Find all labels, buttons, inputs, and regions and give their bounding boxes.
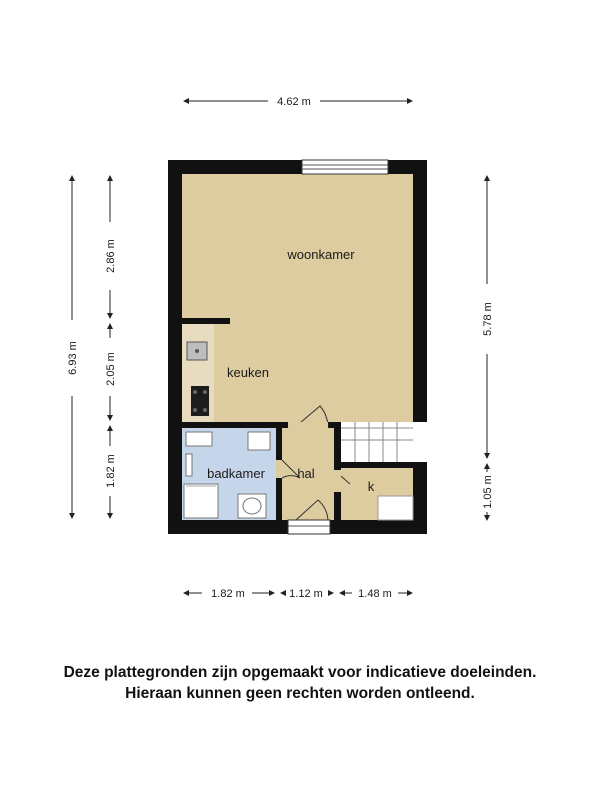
door-hall-opening bbox=[288, 422, 328, 428]
storage-shelf bbox=[378, 496, 413, 520]
door-bath-opening bbox=[276, 460, 282, 478]
dimension-left-lower-label: 1.82 m bbox=[105, 454, 117, 488]
dimension-left-segments bbox=[105, 176, 117, 518]
room-label-badkamer: badkamer bbox=[207, 466, 265, 481]
dimension-bottom-right-label: 1.48 m bbox=[358, 588, 392, 600]
wall-living-south bbox=[182, 422, 282, 428]
toilet-icon bbox=[248, 432, 270, 450]
dimension-left-total bbox=[67, 176, 79, 518]
window-top bbox=[302, 160, 388, 174]
dimension-right-upper-label: 5.78 m bbox=[482, 302, 494, 336]
room-label-woonkamer: woonkamer bbox=[287, 247, 355, 262]
living-floor bbox=[182, 174, 413, 422]
stove-burner-icon bbox=[193, 408, 197, 412]
dimension-bottom bbox=[184, 588, 412, 600]
room-label-keuken: keuken bbox=[227, 365, 269, 380]
dimension-top-label: 4.62 m bbox=[277, 96, 311, 108]
wall-stair-storage bbox=[341, 462, 413, 468]
dimension-bottom-left-label: 1.82 m bbox=[211, 588, 245, 600]
wall-living-south-right bbox=[334, 422, 341, 428]
dimension-bottom-middle-label: 1.12 m bbox=[289, 588, 323, 600]
stove-burner-icon bbox=[203, 390, 207, 394]
dimension-left-total-label: 6.93 m bbox=[67, 341, 79, 375]
dimension-right-lower-label: 1.05 m bbox=[482, 475, 494, 509]
disclaimer-line-1: Deze plattegronden zijn opgemaakt voor indicatieve doeleinden. bbox=[63, 664, 537, 681]
kitchen-counter-top bbox=[182, 318, 230, 324]
dimension-top bbox=[184, 96, 412, 108]
dimension-right bbox=[482, 176, 494, 520]
room-label-hal: hal bbox=[297, 466, 315, 481]
sink-drain-icon bbox=[195, 349, 199, 353]
entrance-opening bbox=[288, 520, 330, 534]
stove-burner-icon bbox=[203, 408, 207, 412]
stove-burner-icon bbox=[193, 390, 197, 394]
shower-icon bbox=[184, 484, 218, 518]
dimension-left-upper-label: 2.86 m bbox=[105, 239, 117, 273]
disclaimer bbox=[0, 662, 600, 704]
disclaimer-line-2: Hieraan kunnen geen rechten worden ontleend. bbox=[125, 685, 475, 702]
stair-opening bbox=[413, 422, 427, 462]
dimension-left-middle-label: 2.05 m bbox=[105, 352, 117, 386]
washbasin-icon bbox=[186, 432, 212, 446]
bath-radiator-icon bbox=[186, 454, 192, 476]
room-label-k: k bbox=[367, 479, 375, 494]
door-storage-opening bbox=[334, 470, 341, 492]
